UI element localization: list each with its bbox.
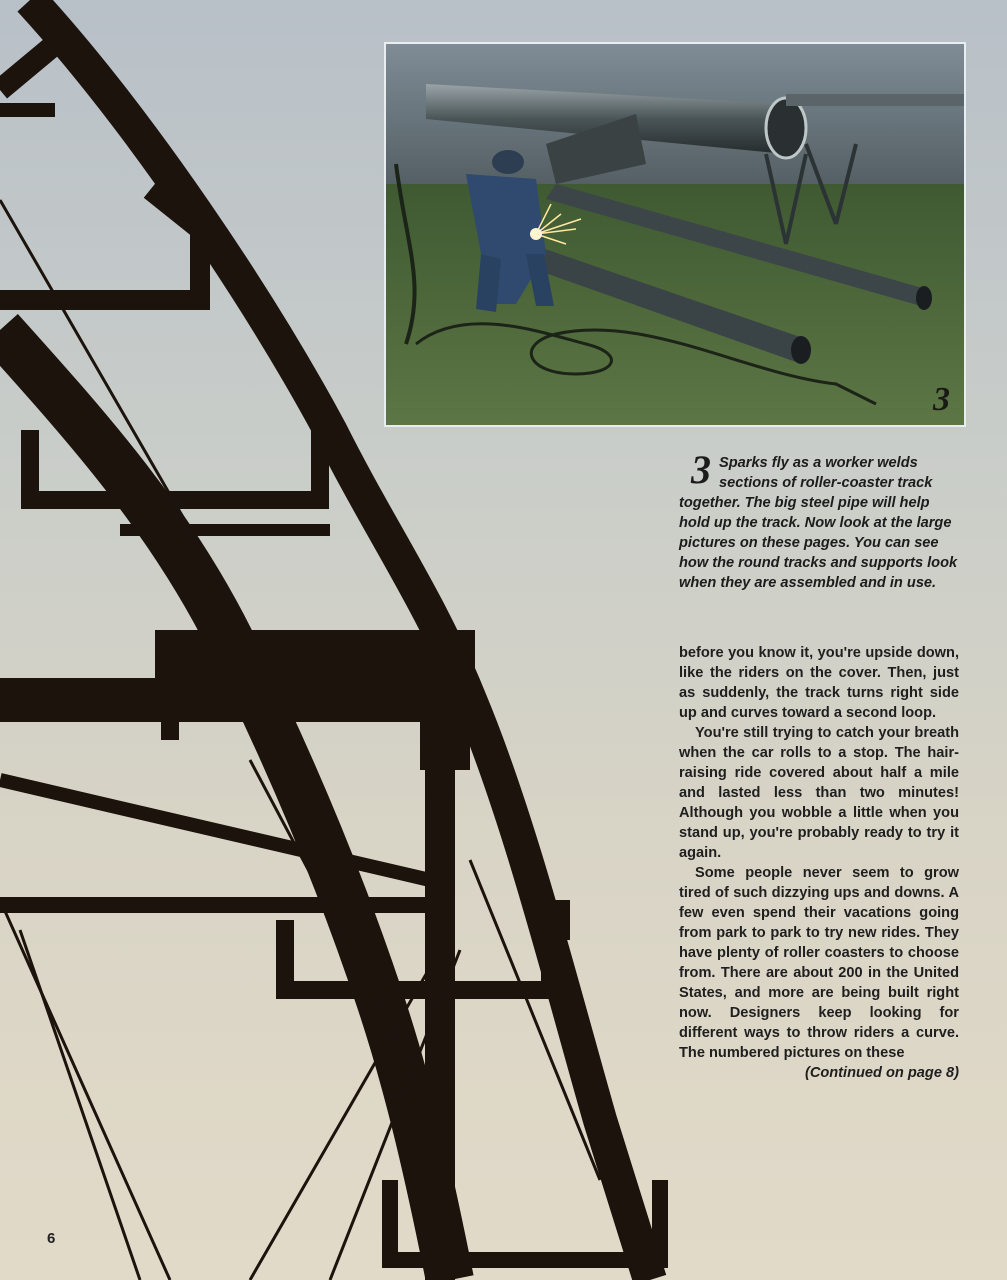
welding-photo <box>384 42 966 427</box>
caption-number: 3 <box>691 447 711 492</box>
body-paragraph: You're still trying to catch your breath when the car rolls to a stop. The hair-raising ride covered about half a mile and lasted less than two minutes! Although you wobble a little when you stand up, you're probably ready to try it again. <box>679 725 959 861</box>
photo-caption <box>679 447 959 593</box>
continued-note: (Continued on page 8) <box>804 1065 959 1081</box>
body-paragraph <box>679 863 959 1081</box>
page-number: 6 <box>47 1230 56 1247</box>
body-paragraph: before you know it, you're upside down, like the riders on the cover. Then, just as suddenly, the track turns right side up and curves toward a second loop. <box>679 645 959 721</box>
caption-text: Sparks fly as a worker welds sections of roller-coaster track together. The big steel pipe will help hold up the track. Now look at the large pictures on these pages. You can see how the round tracks and supports look when they are assembled and in use. <box>679 455 958 591</box>
welding-photo-illustration <box>386 44 964 425</box>
article-body <box>679 643 959 1083</box>
photo-number: 3 <box>933 381 950 418</box>
body-paragraph-text: Some people never seem to grow tired of such dizzying ups and downs. A few even spend their vacations going from park to park to try new rides. They have plenty of roller coasters to choose from. There are about 200 in the United States, and more are being built right now. Designers keep looking for different ways to throw riders a curve. The numbered pictures on these <box>679 865 959 1061</box>
